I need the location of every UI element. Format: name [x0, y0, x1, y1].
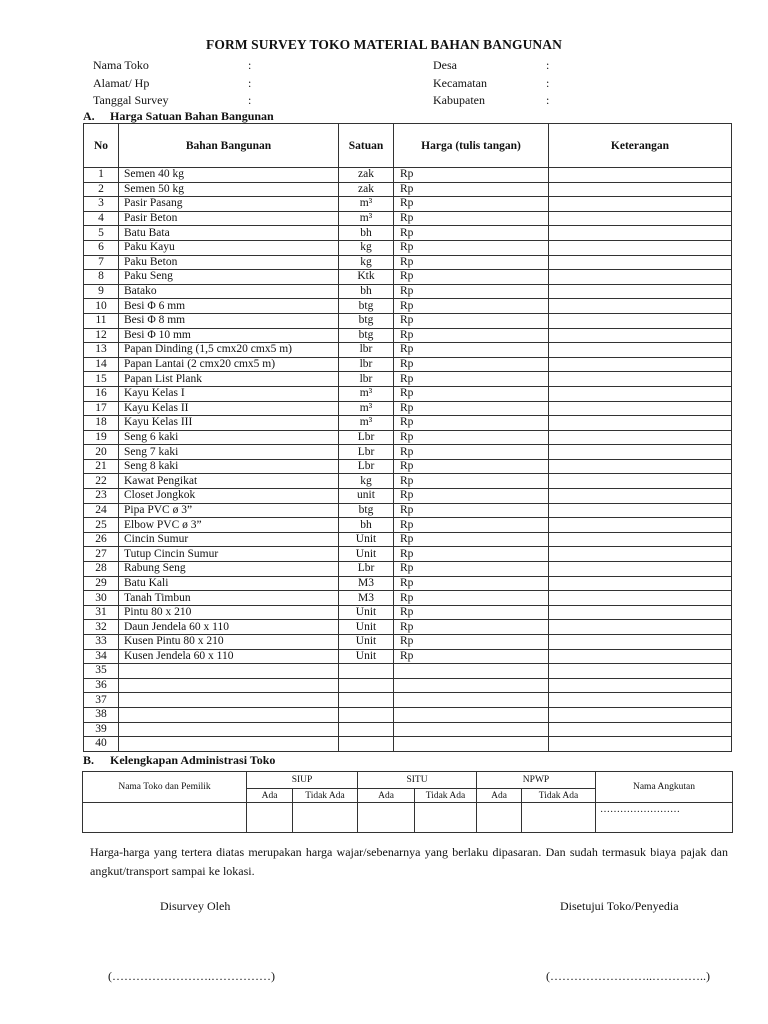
row-no: 2	[84, 182, 119, 197]
signature-right-label: Disetujui Toko/Penyedia	[560, 899, 679, 913]
col-header-situ: SITU	[358, 772, 477, 789]
row-bahan: Rabung Seng	[119, 562, 339, 577]
cell-siup-ada[interactable]	[247, 803, 293, 833]
table-row	[84, 547, 732, 562]
field-tanggal-label: Tanggal Survey	[93, 93, 169, 107]
npwp-ada-label: Ada	[477, 789, 522, 803]
row-no: 21	[84, 459, 119, 474]
row-satuan: Lbr	[339, 445, 394, 460]
row-no: 7	[84, 255, 119, 270]
row-satuan: lbr	[339, 357, 394, 372]
row-harga[interactable]: Rp	[394, 182, 549, 197]
row-satuan: Lbr	[339, 430, 394, 445]
row-no: 29	[84, 576, 119, 591]
table-row	[84, 489, 732, 504]
table-row	[84, 284, 732, 299]
table-row	[84, 518, 732, 533]
row-no: 32	[84, 620, 119, 635]
row-satuan: zak	[339, 182, 394, 197]
row-keterangan[interactable]	[549, 168, 732, 183]
cell-situ-ada[interactable]	[358, 803, 415, 833]
table-row	[84, 182, 732, 197]
row-bahan: Tutup Cincin Sumur	[119, 547, 339, 562]
row-bahan: Seng 6 kaki	[119, 430, 339, 445]
row-keterangan[interactable]	[549, 270, 732, 285]
row-satuan: m³	[339, 386, 394, 401]
row-no: 15	[84, 372, 119, 387]
row-bahan: Pasir Beton	[119, 211, 339, 226]
col-header-harga: Harga (tulis tangan)	[394, 124, 549, 168]
row-no: 12	[84, 328, 119, 343]
field-kabupaten-colon: :	[546, 93, 550, 107]
row-keterangan[interactable]	[549, 678, 732, 693]
row-harga[interactable]: Rp	[394, 313, 549, 328]
row-harga[interactable]: Rp	[394, 474, 549, 489]
row-satuan: bh	[339, 518, 394, 533]
price-table	[83, 123, 732, 752]
row-keterangan[interactable]	[549, 620, 732, 635]
table-row	[84, 270, 732, 285]
row-no: 9	[84, 284, 119, 299]
row-harga[interactable]: Rp	[394, 518, 549, 533]
signature-left-label: Disurvey Oleh	[160, 899, 231, 913]
row-no: 10	[84, 299, 119, 314]
section-b-title: Kelengkapan Administrasi Toko	[110, 753, 276, 767]
table-row	[84, 620, 732, 635]
table-row	[84, 503, 732, 518]
row-keterangan[interactable]	[549, 518, 732, 533]
row-no: 31	[84, 605, 119, 620]
row-harga[interactable]: Rp	[394, 635, 549, 650]
row-keterangan[interactable]	[549, 562, 732, 577]
row-keterangan[interactable]	[549, 313, 732, 328]
table-row	[84, 240, 732, 255]
row-no: 22	[84, 474, 119, 489]
cell-situ-tidak-ada[interactable]	[415, 803, 477, 833]
row-satuan: zak	[339, 168, 394, 183]
row-bahan	[119, 664, 339, 679]
table-row	[84, 562, 732, 577]
row-harga[interactable]: Rp	[394, 270, 549, 285]
row-harga[interactable]: Rp	[394, 649, 549, 664]
row-no: 26	[84, 532, 119, 547]
row-bahan: Batu Kali	[119, 576, 339, 591]
row-harga[interactable]: Rp	[394, 503, 549, 518]
row-satuan: btg	[339, 299, 394, 314]
table-row	[84, 649, 732, 664]
table-row	[84, 445, 732, 460]
row-bahan: Paku Beton	[119, 255, 339, 270]
row-harga[interactable]: Rp	[394, 620, 549, 635]
col-header-bahan: Bahan Bangunan	[119, 124, 339, 168]
row-keterangan[interactable]	[549, 240, 732, 255]
cell-nama-angkutan[interactable]: ……………………	[596, 803, 733, 833]
row-keterangan[interactable]	[549, 459, 732, 474]
row-bahan: Pintu 80 x 210	[119, 605, 339, 620]
row-bahan: Paku Kayu	[119, 240, 339, 255]
field-alamat-label: Alamat/ Hp	[93, 76, 150, 90]
row-harga[interactable]: Rp	[394, 226, 549, 241]
section-a-letter: A.	[83, 109, 95, 123]
table-row	[84, 299, 732, 314]
row-no: 30	[84, 591, 119, 606]
row-keterangan[interactable]	[549, 343, 732, 358]
npwp-tidak-ada-label: Tidak Ada	[522, 789, 596, 803]
row-keterangan[interactable]	[549, 372, 732, 387]
row-harga[interactable]	[394, 737, 549, 752]
field-nama-toko-colon: :	[248, 58, 252, 72]
table-row	[84, 401, 732, 416]
table-row	[84, 605, 732, 620]
row-keterangan[interactable]	[549, 503, 732, 518]
table-row	[84, 635, 732, 650]
row-harga[interactable]: Rp	[394, 372, 549, 387]
row-bahan: Paku Seng	[119, 270, 339, 285]
row-bahan: Papan Lantai (2 cmx20 cmx5 m)	[119, 357, 339, 372]
row-satuan: bh	[339, 226, 394, 241]
row-satuan: Ktk	[339, 270, 394, 285]
row-bahan: Semen 40 kg	[119, 168, 339, 183]
situ-tidak-ada-label: Tidak Ada	[415, 789, 477, 803]
row-no: 13	[84, 343, 119, 358]
table-row	[84, 459, 732, 474]
statement-note: Harga-harga yang tertera diatas merupakan harga wajar/sebenarnya yang berlaku dipasaran. Dan sudah termasuk biaya pajak dan angkut/transport sampai ke lokasi.	[90, 845, 728, 878]
row-no: 11	[84, 313, 119, 328]
row-satuan: Unit	[339, 605, 394, 620]
field-nama-toko-label: Nama Toko	[93, 58, 149, 72]
signature-left-line[interactable]: (…………………….……………)	[108, 969, 275, 983]
row-keterangan[interactable]	[549, 489, 732, 504]
row-harga[interactable]: Rp	[394, 328, 549, 343]
row-bahan	[119, 707, 339, 722]
admin-table	[82, 771, 733, 833]
admin-entry-row	[83, 803, 733, 833]
row-bahan: Batako	[119, 284, 339, 299]
row-harga[interactable]: Rp	[394, 562, 549, 577]
row-satuan: Unit	[339, 532, 394, 547]
row-keterangan[interactable]	[549, 693, 732, 708]
row-satuan: kg	[339, 474, 394, 489]
table-row	[84, 168, 732, 183]
table-row	[84, 474, 732, 489]
row-no: 8	[84, 270, 119, 285]
row-satuan: Lbr	[339, 562, 394, 577]
field-desa-colon: :	[546, 58, 550, 72]
row-keterangan[interactable]	[549, 707, 732, 722]
row-keterangan[interactable]	[549, 386, 732, 401]
section-a-title: Harga Satuan Bahan Bangunan	[110, 109, 274, 123]
row-harga[interactable]: Rp	[394, 211, 549, 226]
row-keterangan[interactable]	[549, 445, 732, 460]
row-harga[interactable]	[394, 693, 549, 708]
row-keterangan[interactable]	[549, 474, 732, 489]
row-harga[interactable]: Rp	[394, 401, 549, 416]
table-row	[84, 576, 732, 591]
row-no: 24	[84, 503, 119, 518]
row-harga[interactable]: Rp	[394, 605, 549, 620]
siup-ada-label: Ada	[247, 789, 293, 803]
row-satuan	[339, 693, 394, 708]
table-row	[84, 430, 732, 445]
col-header-satuan: Satuan	[339, 124, 394, 168]
row-satuan: btg	[339, 328, 394, 343]
row-satuan	[339, 722, 394, 737]
row-bahan: Closet Jongkok	[119, 489, 339, 504]
row-satuan: M3	[339, 576, 394, 591]
col-header-nama-toko-pemilik: Nama Toko dan Pemilik	[83, 772, 247, 803]
table-row	[84, 693, 732, 708]
row-no: 23	[84, 489, 119, 504]
row-no: 28	[84, 562, 119, 577]
table-row	[84, 372, 732, 387]
row-keterangan[interactable]	[549, 197, 732, 212]
price-table-header	[84, 124, 732, 168]
row-keterangan[interactable]	[549, 226, 732, 241]
table-row	[84, 722, 732, 737]
row-harga[interactable]	[394, 664, 549, 679]
row-keterangan[interactable]	[549, 416, 732, 431]
siup-tidak-ada-label: Tidak Ada	[293, 789, 358, 803]
situ-ada-label: Ada	[358, 789, 415, 803]
row-satuan	[339, 737, 394, 752]
row-satuan	[339, 664, 394, 679]
row-no: 38	[84, 707, 119, 722]
field-kecamatan-label: Kecamatan	[433, 76, 487, 90]
table-row	[84, 737, 732, 752]
row-keterangan[interactable]	[549, 299, 732, 314]
row-harga[interactable]: Rp	[394, 489, 549, 504]
row-harga[interactable]	[394, 722, 549, 737]
table-row	[84, 386, 732, 401]
row-satuan: Lbr	[339, 459, 394, 474]
row-harga[interactable]	[394, 678, 549, 693]
table-row	[84, 591, 732, 606]
table-row	[84, 707, 732, 722]
col-header-npwp: NPWP	[477, 772, 596, 789]
row-harga[interactable]: Rp	[394, 197, 549, 212]
row-satuan	[339, 678, 394, 693]
row-no: 5	[84, 226, 119, 241]
row-keterangan[interactable]	[549, 328, 732, 343]
row-keterangan[interactable]	[549, 635, 732, 650]
table-row	[84, 416, 732, 431]
table-row	[84, 357, 732, 372]
row-no: 18	[84, 416, 119, 431]
row-bahan	[119, 693, 339, 708]
row-satuan	[339, 707, 394, 722]
row-harga[interactable]: Rp	[394, 386, 549, 401]
row-satuan: unit	[339, 489, 394, 504]
row-bahan: Semen 50 kg	[119, 182, 339, 197]
row-satuan: btg	[339, 503, 394, 518]
row-no: 39	[84, 722, 119, 737]
section-b-letter: B.	[83, 753, 95, 767]
table-row	[84, 313, 732, 328]
field-kecamatan-colon: :	[546, 76, 550, 90]
field-tanggal-colon: :	[248, 93, 252, 107]
row-harga[interactable]: Rp	[394, 299, 549, 314]
row-bahan: Tanah Timbun	[119, 591, 339, 606]
row-harga[interactable]: Rp	[394, 576, 549, 591]
table-row	[84, 255, 732, 270]
row-no: 17	[84, 401, 119, 416]
row-satuan: m³	[339, 401, 394, 416]
row-harga[interactable]: Rp	[394, 532, 549, 547]
row-bahan: Daun Jendela 60 x 110	[119, 620, 339, 635]
row-bahan: Kayu Kelas I	[119, 386, 339, 401]
row-satuan: M3	[339, 591, 394, 606]
row-bahan: Kayu Kelas II	[119, 401, 339, 416]
row-no: 14	[84, 357, 119, 372]
row-satuan: m³	[339, 211, 394, 226]
row-bahan: Papan List Plank	[119, 372, 339, 387]
row-no: 20	[84, 445, 119, 460]
row-no: 34	[84, 649, 119, 664]
row-bahan: Batu Bata	[119, 226, 339, 241]
row-satuan: Unit	[339, 620, 394, 635]
row-no: 19	[84, 430, 119, 445]
row-bahan: Pipa PVC ø 3”	[119, 503, 339, 518]
row-harga[interactable]: Rp	[394, 416, 549, 431]
col-header-siup: SIUP	[247, 772, 358, 789]
cell-npwp-ada[interactable]	[477, 803, 522, 833]
row-keterangan[interactable]	[549, 357, 732, 372]
row-harga[interactable]: Rp	[394, 343, 549, 358]
col-header-nama-angkutan: Nama Angkutan	[596, 772, 733, 803]
row-keterangan[interactable]	[549, 430, 732, 445]
row-harga[interactable]: Rp	[394, 445, 549, 460]
row-bahan: Kusen Pintu 80 x 210	[119, 635, 339, 650]
row-keterangan[interactable]	[549, 211, 732, 226]
row-bahan: Kusen Jendela 60 x 110	[119, 649, 339, 664]
row-satuan: m³	[339, 416, 394, 431]
table-row	[84, 226, 732, 241]
row-no: 6	[84, 240, 119, 255]
row-harga[interactable]: Rp	[394, 284, 549, 299]
row-bahan: Kayu Kelas III	[119, 416, 339, 431]
row-harga[interactable]: Rp	[394, 591, 549, 606]
row-bahan: Pasir Pasang	[119, 197, 339, 212]
row-bahan	[119, 678, 339, 693]
row-satuan: bh	[339, 284, 394, 299]
row-bahan: Elbow PVC ø 3”	[119, 518, 339, 533]
cell-nama-toko-pemilik[interactable]	[83, 803, 247, 833]
row-keterangan[interactable]	[549, 591, 732, 606]
row-bahan: Besi Φ 8 mm	[119, 313, 339, 328]
row-satuan: Unit	[339, 547, 394, 562]
row-no: 33	[84, 635, 119, 650]
row-harga[interactable]: Rp	[394, 430, 549, 445]
row-harga[interactable]: Rp	[394, 459, 549, 474]
row-keterangan[interactable]	[549, 605, 732, 620]
cell-npwp-tidak-ada[interactable]	[522, 803, 596, 833]
table-row	[84, 211, 732, 226]
cell-siup-tidak-ada[interactable]	[293, 803, 358, 833]
field-alamat-colon: :	[248, 76, 252, 90]
row-no: 25	[84, 518, 119, 533]
row-harga[interactable]	[394, 707, 549, 722]
row-bahan: Seng 7 kaki	[119, 445, 339, 460]
row-satuan: kg	[339, 255, 394, 270]
row-no: 1	[84, 168, 119, 183]
row-harga[interactable]: Rp	[394, 255, 549, 270]
col-header-no: No	[84, 124, 119, 168]
row-bahan: Seng 8 kaki	[119, 459, 339, 474]
table-row	[84, 197, 732, 212]
row-no: 36	[84, 678, 119, 693]
field-desa-label: Desa	[433, 58, 457, 72]
row-satuan: btg	[339, 313, 394, 328]
row-no: 35	[84, 664, 119, 679]
row-keterangan[interactable]	[549, 737, 732, 752]
row-satuan: lbr	[339, 372, 394, 387]
row-bahan: Kawat Pengikat	[119, 474, 339, 489]
table-row	[84, 532, 732, 547]
row-keterangan[interactable]	[549, 649, 732, 664]
row-keterangan[interactable]	[549, 576, 732, 591]
row-keterangan[interactable]	[549, 401, 732, 416]
table-row	[84, 664, 732, 679]
row-no: 27	[84, 547, 119, 562]
signature-right-line[interactable]: (……………………..…………..)	[546, 969, 710, 983]
row-satuan: Unit	[339, 649, 394, 664]
row-keterangan[interactable]	[549, 182, 732, 197]
row-harga[interactable]: Rp	[394, 547, 549, 562]
row-no: 3	[84, 197, 119, 212]
row-keterangan[interactable]	[549, 664, 732, 679]
table-row	[84, 343, 732, 358]
row-satuan: kg	[339, 240, 394, 255]
row-bahan: Papan Dinding (1,5 cmx20 cmx5 m)	[119, 343, 339, 358]
row-harga[interactable]: Rp	[394, 168, 549, 183]
row-harga[interactable]: Rp	[394, 357, 549, 372]
row-satuan: lbr	[339, 343, 394, 358]
row-keterangan[interactable]	[549, 547, 732, 562]
form-title: FORM SURVEY TOKO MATERIAL BAHAN BANGUNAN	[206, 37, 562, 52]
row-no: 4	[84, 211, 119, 226]
row-no: 37	[84, 693, 119, 708]
row-bahan	[119, 737, 339, 752]
row-bahan: Besi Φ 6 mm	[119, 299, 339, 314]
row-bahan: Besi Φ 10 mm	[119, 328, 339, 343]
row-no: 40	[84, 737, 119, 752]
table-row	[84, 678, 732, 693]
row-keterangan[interactable]	[549, 722, 732, 737]
row-bahan: Cincin Sumur	[119, 532, 339, 547]
row-keterangan[interactable]	[549, 284, 732, 299]
row-satuan: m³	[339, 197, 394, 212]
col-header-keterangan: Keterangan	[549, 124, 732, 168]
row-no: 16	[84, 386, 119, 401]
row-satuan: Unit	[339, 635, 394, 650]
row-keterangan[interactable]	[549, 532, 732, 547]
field-kabupaten-label: Kabupaten	[433, 93, 485, 107]
row-harga[interactable]: Rp	[394, 240, 549, 255]
table-row	[84, 328, 732, 343]
row-bahan	[119, 722, 339, 737]
row-keterangan[interactable]	[549, 255, 732, 270]
